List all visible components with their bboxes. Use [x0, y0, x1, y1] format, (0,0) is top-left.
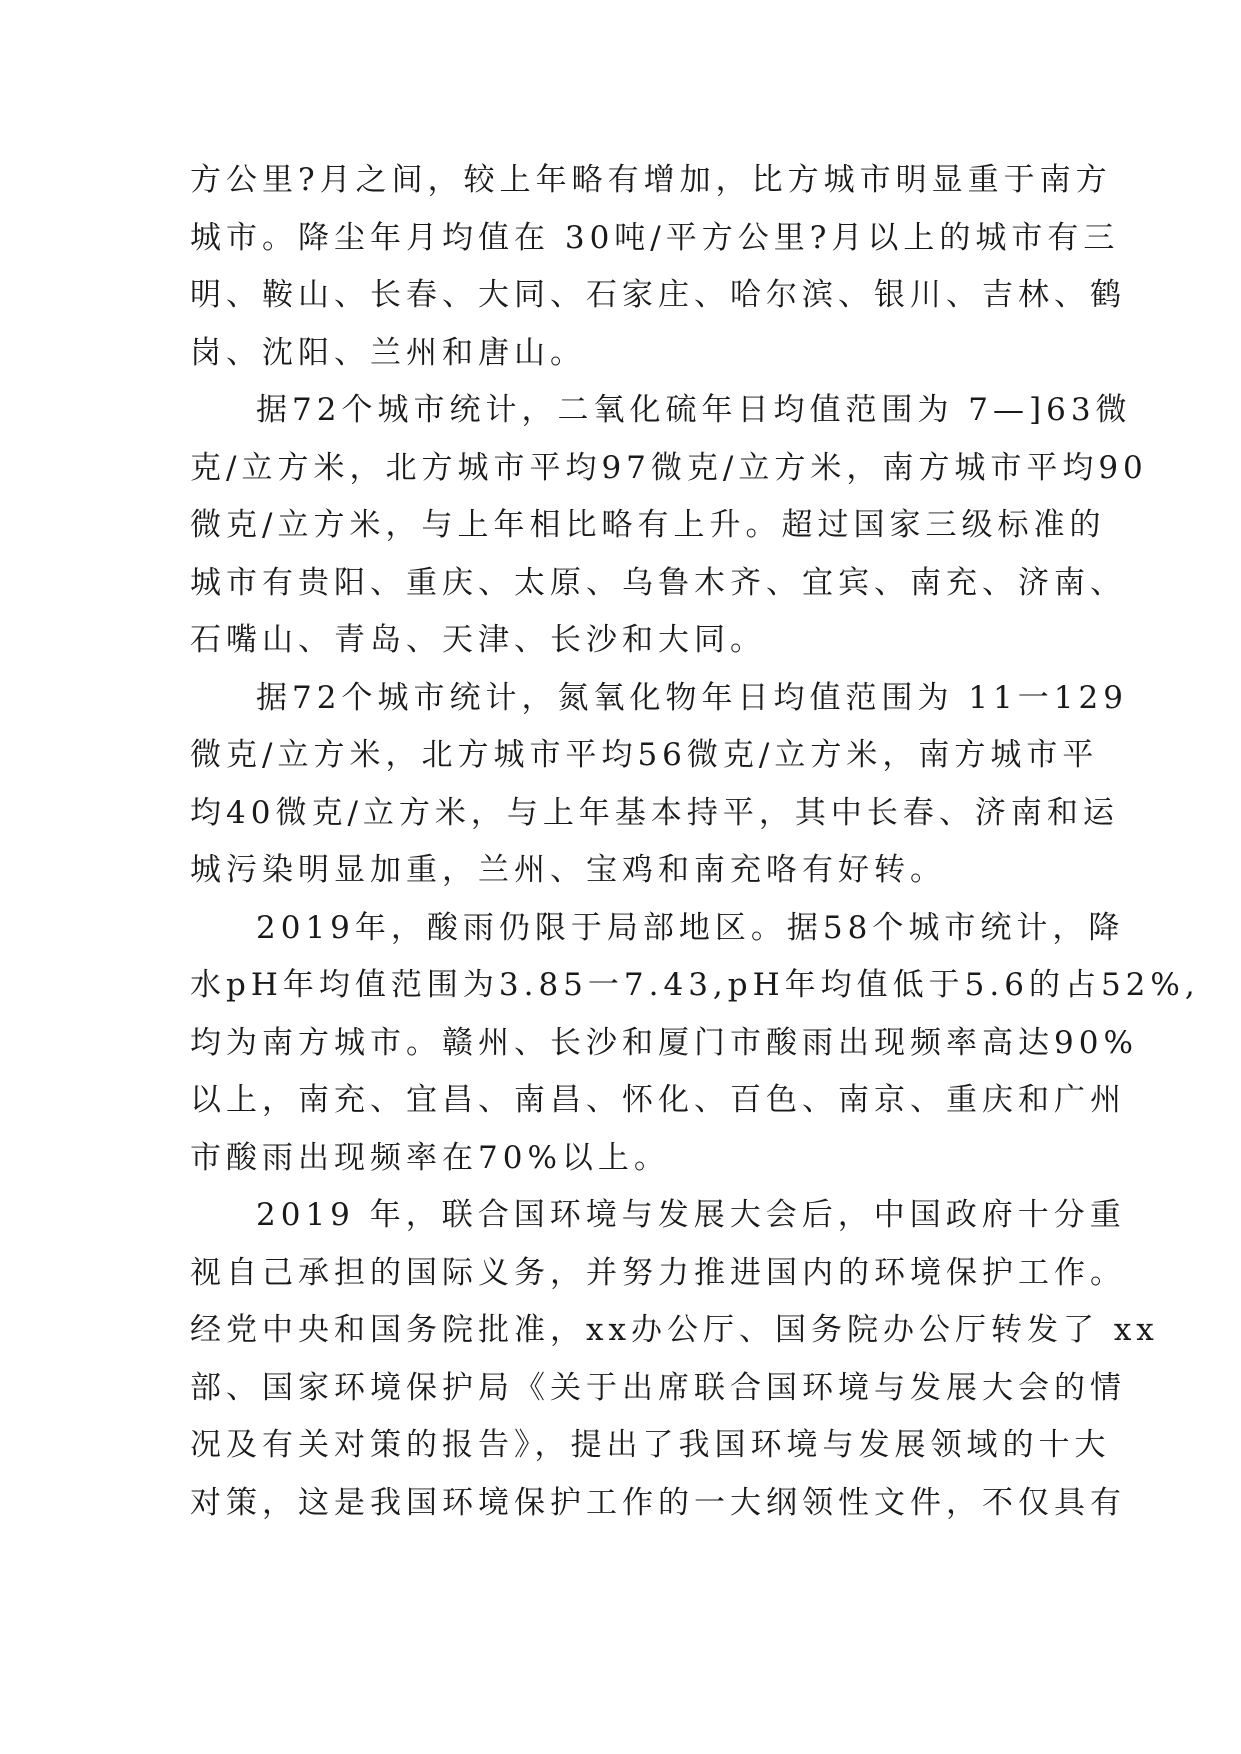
text-line: 岗、沈阳、兰州和唐山。	[190, 334, 586, 371]
text-line: 经党中央和国务院批准，xx办公厅、国务院办公厅转发了 xx	[190, 1312, 1159, 1348]
text-line: 明、鞍山、长春、大同、石家庄、哈尔滨、银川、吉林、鹤	[190, 277, 1126, 313]
text-line: 微克/立方米，北方城市平均56微克/立方米，南方城市平	[190, 737, 1099, 773]
text-line: 水pH年均值范围为3.85一7.43,pH年均值低于5.6的占52%,	[190, 967, 1200, 1003]
text-line: 2019 年，联合国环境与发展大会后，中国政府十分重	[256, 1197, 1126, 1233]
text-line: 据72个城市统计，氮氧化物年日均值范围为 11一129	[256, 679, 1128, 716]
body-text	[190, 152, 1200, 1532]
text-line: 城市。降尘年月均值在 30吨/平方公里?月以上的城市有三	[190, 219, 1120, 256]
text-line: 均为南方城市。赣州、长沙和厦门市酸雨出现频率高达90%	[190, 1024, 1138, 1061]
text-line: 据72个城市统计，二氧化硫年日均值范围为 7—]63微	[256, 392, 1132, 428]
text-line: 视自己承担的国际义务，并努力推进国内的环境保护工作。	[190, 1254, 1126, 1291]
text-line: 方公里?月之间，较上年略有增加，比方城市明显重于南方	[190, 162, 1112, 198]
text-line: 2019年，酸雨仍限于局部地区。据58个城市统计，降	[256, 909, 1125, 946]
text-line: 市酸雨出现频率在70%以上。	[190, 1139, 670, 1176]
text-line: 况及有关对策的报告》，提出了我国环境与发展领域的十大	[190, 1427, 1111, 1463]
text-line: 对策，这是我国环境保护工作的一大纲领性文件，不仅具有	[190, 1484, 1126, 1521]
text-line: 微克/立方米，与上年相比略有上升。超过国家三级标准的	[190, 507, 1106, 543]
text-line: 城污染明显加重，兰州、宝鸡和南充咯有好转。	[190, 852, 946, 888]
text-line: 石嘴山、青岛、天津、长沙和大同。	[190, 622, 766, 658]
text-line: 均40微克/立方米，与上年基本持平，其中长春、济南和运	[190, 794, 1119, 831]
text-line: 以上，南充、宜昌、南昌、怀化、百色、南京、重庆和广州	[190, 1082, 1126, 1118]
text-line: 克/立方米，北方城市平均97微克/立方米，南方城市平均90	[190, 449, 1148, 486]
text-line: 部、国家环境保护局《关于出席联合国环境与发展大会的情	[190, 1369, 1126, 1406]
text-line: 城市有贵阳、重庆、太原、乌鲁木齐、宜宾、南充、济南、	[190, 564, 1126, 601]
